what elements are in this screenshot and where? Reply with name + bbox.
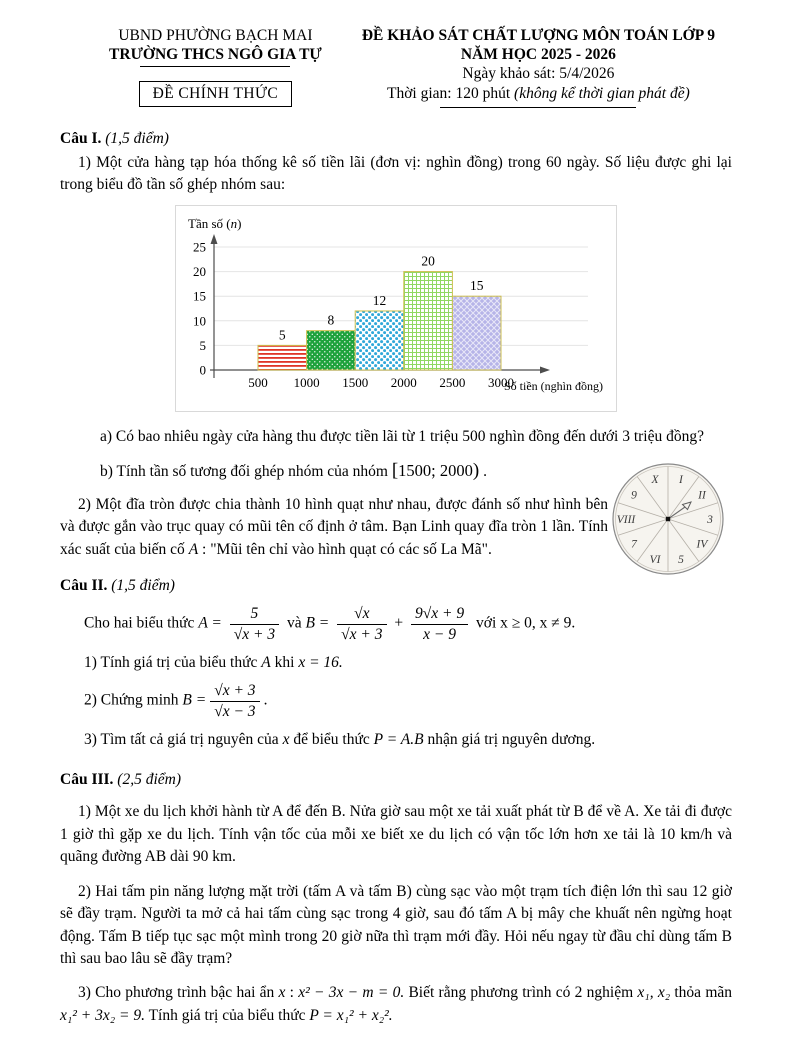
- histogram-figure: [175, 205, 617, 412]
- svg-text:500: 500: [248, 374, 268, 390]
- header-left: [86, 26, 345, 107]
- svg-text:VI: VI: [649, 553, 661, 566]
- official-exam-box: ĐỀ CHÍNH THỨC: [139, 81, 292, 107]
- event-variable: A: [188, 540, 199, 558]
- header-right: [345, 26, 732, 108]
- school-name: TRƯỜNG THCS NGÔ GIA TỰ: [109, 46, 322, 64]
- svg-text:9: 9: [631, 489, 637, 502]
- plus-sign: +: [394, 614, 404, 632]
- svg-text:3: 3: [707, 513, 713, 526]
- svg-text:1500: 1500: [342, 374, 369, 390]
- cau2-question-1: 1) Tính giá trị của biểu thức A khi x = 16.: [84, 653, 343, 671]
- question-b-text: b) Tính tần số tương đối ghép nhóm của nhóm: [100, 463, 392, 481]
- svg-text:25: 25: [193, 239, 206, 255]
- formula-A-lhs: A =: [198, 614, 222, 632]
- exam-title: ĐỀ KHẢO SÁT CHẤT LƯỢNG MÔN TOÁN LỚP 9: [361, 27, 715, 44]
- spinner-wheel-figure: [606, 462, 734, 580]
- svg-text:15: 15: [469, 278, 484, 294]
- svg-text:5: 5: [278, 327, 286, 343]
- svg-text:Số tiền (nghìn đồng): Số tiền (nghìn đồng): [504, 378, 603, 393]
- header: [60, 26, 732, 108]
- header-underline: [440, 107, 636, 108]
- formula-B-lhs: B =: [305, 614, 330, 632]
- cau1-part2-text: 2) Một đĩa tròn được chia thành 10 hình quạt như nhau, được đánh số như hình bên và được gắn vào trục quay có mũi tên cố định ở tâm. Bạn Linh quay đĩa tròn 1 lần. Tính xác suất của biến cố A : "Mũi tên chỉ vào hình quạt có các số La Mã".: [60, 495, 608, 558]
- cau1-question-b: b) Tính tần số tương đối ghép nhóm của nhóm [1500; 2000) .: [100, 460, 487, 482]
- svg-text:5: 5: [199, 337, 206, 353]
- school-name-underline: [140, 66, 290, 67]
- cau1-title: Câu I.: [60, 129, 102, 147]
- spinner-wheel: [606, 462, 734, 585]
- cau3-title: Câu III.: [60, 771, 114, 789]
- cau1-heading: [60, 130, 732, 148]
- svg-text:7: 7: [631, 538, 637, 551]
- cau1-part2-row: [60, 473, 732, 566]
- svg-text:8: 8: [327, 312, 335, 328]
- svg-text:5: 5: [678, 553, 684, 566]
- cau2-intro-formula: Cho hai biểu thức A = $\frac{5}{√x + 3}$ và B = $\frac{√x}{√x + 3}$ + $\frac{9√x + 9}{x - 9}$ với x ≥ 0, x ≠ 9.: [84, 605, 576, 643]
- fraction-B-proof: $\frac{√x + 3}{√x - 3}$: [210, 682, 259, 720]
- cau1-points: (1,5 điểm): [105, 129, 169, 147]
- svg-text:VIII: VIII: [616, 513, 636, 526]
- cau2-title: Câu II.: [60, 577, 108, 595]
- domain-condition: với x ≥ 0, x ≠ 9.: [476, 614, 576, 632]
- histogram-chart: [176, 208, 616, 411]
- svg-text:20: 20: [193, 263, 206, 279]
- duration-note: (không kể thời gian phát đề): [514, 84, 690, 102]
- svg-text:20: 20: [421, 253, 435, 269]
- fraction-A: $\frac{5}{√x + 3}$: [230, 605, 279, 643]
- cau1-part1-text: 1) Một cửa hàng tạp hóa thống kê số tiền lãi (đơn vị: nghìn đồng) trong 60 ngày. Số liệu được ghi lại trong biểu đồ tần số ghép nhóm sau:: [60, 153, 732, 194]
- school-year: NĂM HỌC 2025 - 2026: [460, 46, 616, 64]
- issuing-authority: UBND PHƯỜNG BẠCH MAI: [118, 27, 313, 44]
- duration-label: Thời gian: 120 phút: [387, 84, 515, 102]
- cau1-question-a: a) Có bao nhiêu ngày cửa hàng thu được tiền lãi từ 1 triệu 500 nghìn đồng đến dưới 3 triệu đồng?: [100, 427, 704, 445]
- fraction-B2: $\frac{9√x + 9}{x - 9}$: [411, 605, 468, 643]
- svg-text:0: 0: [199, 362, 206, 378]
- exam-duration: [345, 84, 732, 103]
- cau2-question-2: 2) Chứng minh B = $\frac{√x + 3}{√x - 3}$ .: [84, 682, 268, 720]
- exam-date: Ngày khảo sát: 5/4/2026: [462, 65, 615, 83]
- svg-text:1000: 1000: [293, 374, 320, 390]
- svg-text:IV: IV: [696, 538, 708, 551]
- cau3-problem-1: 1) Một xe du lịch khởi hành từ A để đến B. Nửa giờ sau một xe tải xuất phát từ B để về A. Xe tải đi được 1 giờ thì gặp xe du lịch. Tính vận tốc của mỗi xe biết xe du lịch có vận tốc lớn hơn xe tải là 10 km/h và quãng đường AB dài 90 km.: [60, 803, 732, 866]
- svg-text:12: 12: [372, 292, 387, 308]
- svg-text:Tần số (n): Tần số (n): [188, 215, 242, 231]
- svg-text:II: II: [698, 489, 706, 502]
- cau3-problem-3: 3) Cho phương trình bậc hai ẩn x : x² − 3x − m = 0. Biết rằng phương trình có 2 nghiệm x₁, x₂ thỏa mãn x₁² + 3x₂ = 9. Tính giá trị của biểu thức P = x₁² + x₂².: [60, 984, 733, 1024]
- cau2-question-3: 3) Tìm tất cả giá trị nguyên của x để biểu thức P = A.B nhận giá trị nguyên dương.: [84, 730, 596, 748]
- svg-text:2000: 2000: [390, 374, 417, 390]
- cau2-points: (1,5 điểm): [111, 577, 175, 595]
- svg-text:3000: 3000: [488, 374, 514, 390]
- svg-text:15: 15: [193, 288, 206, 304]
- svg-text:X: X: [651, 473, 659, 486]
- cau3-points: (2,5 điểm): [117, 771, 181, 789]
- svg-text:2500: 2500: [439, 374, 466, 390]
- fraction-B1: $\frac{√x}{√x + 3}$: [337, 605, 386, 643]
- svg-text:10: 10: [193, 313, 206, 329]
- svg-text:I: I: [679, 473, 683, 486]
- interval-notation: [1500; 2000): [391, 460, 480, 482]
- cau3-heading: [60, 771, 732, 789]
- cau3-problem-2: 2) Hai tấm pin năng lượng mặt trời (tấm A và tấm B) cùng sạc vào một trạm tích điện lớn thì sau 12 giờ sẽ đầy trạm. Người ta mở cả hai tấm cùng sạc trong 4 giờ, sau đó tấm A bị mây che khuất nên ngừng hoạt động. Tấm B tiếp tục sạc một mình trong 20 giờ nữa thì trạm mới đầy. Hỏi nếu ngay từ đầu chỉ dùng tấm B thì sau bao lâu sẽ đầy trạm?: [60, 882, 732, 967]
